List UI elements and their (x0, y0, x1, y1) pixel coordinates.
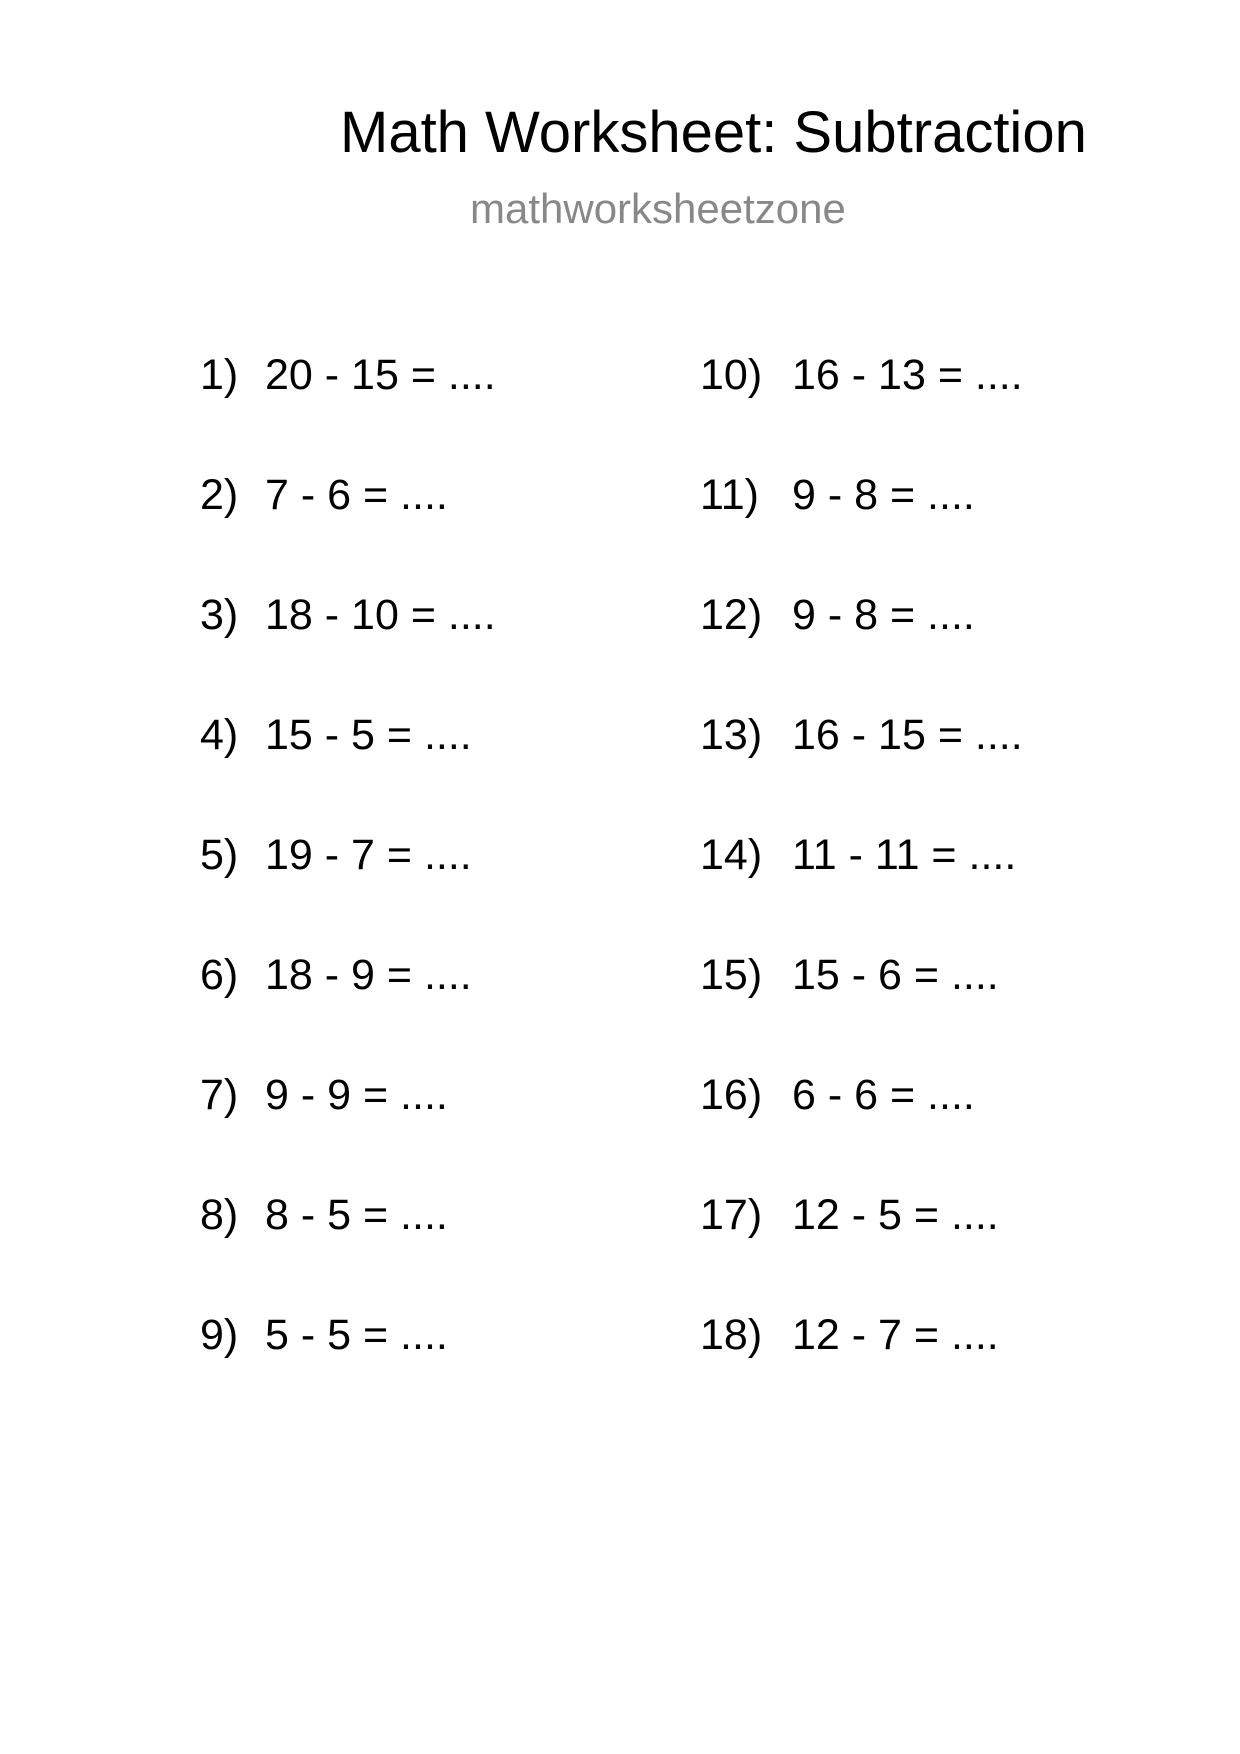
problem-number: 4) (200, 711, 239, 759)
problem-number: 15) (700, 951, 763, 999)
problem-expression: 5 - 5 = .... (265, 1311, 448, 1359)
problem-number: 1) (200, 351, 239, 399)
problem-expression: 18 - 10 = .... (265, 591, 496, 639)
problem-number: 12) (700, 591, 763, 639)
problem-5 (200, 830, 496, 950)
problem-number: 3) (200, 591, 239, 639)
problem-14 (700, 830, 1023, 950)
problem-number: 2) (200, 471, 239, 519)
problem-expression: 16 - 13 = .... (792, 351, 1023, 399)
problem-1 (200, 350, 496, 470)
problem-10 (700, 350, 1023, 470)
problem-15 (700, 950, 1023, 1070)
problem-number: 16) (700, 1071, 763, 1119)
problem-number: 5) (200, 831, 239, 879)
problem-number: 6) (200, 951, 239, 999)
problem-16 (700, 1070, 1023, 1190)
problems-left-column (200, 350, 496, 1430)
worksheet-source: mathworksheetzone (470, 185, 846, 232)
problem-8 (200, 1190, 496, 1310)
problem-6 (200, 950, 496, 1070)
problem-expression: 9 - 8 = .... (792, 471, 975, 519)
problem-number: 7) (200, 1071, 239, 1119)
problem-number: 9) (200, 1311, 239, 1359)
problem-expression: 19 - 7 = .... (265, 831, 472, 879)
problem-expression: 15 - 5 = .... (265, 711, 472, 759)
problem-number: 8) (200, 1191, 239, 1239)
problem-13 (700, 710, 1023, 830)
problem-12 (700, 590, 1023, 710)
problem-expression: 12 - 5 = .... (792, 1191, 999, 1239)
problem-expression: 16 - 15 = .... (792, 711, 1023, 759)
problem-17 (700, 1190, 1023, 1310)
problem-number: 11) (700, 471, 759, 519)
problem-expression: 11 - 11 = .... (792, 831, 1017, 879)
worksheet-title: Math Worksheet: Subtraction (340, 100, 1087, 165)
problem-18 (700, 1310, 1023, 1430)
problem-3 (200, 590, 496, 710)
problem-4 (200, 710, 496, 830)
problems-right-column (700, 350, 1023, 1430)
problem-expression: 18 - 9 = .... (265, 951, 472, 999)
problem-number: 14) (700, 831, 763, 879)
problem-expression: 12 - 7 = .... (792, 1311, 999, 1359)
problem-expression: 20 - 15 = .... (265, 351, 496, 399)
problem-expression: 6 - 6 = .... (792, 1071, 975, 1119)
problem-expression: 7 - 6 = .... (265, 471, 448, 519)
problem-expression: 9 - 8 = .... (792, 591, 975, 639)
problem-2 (200, 470, 496, 590)
problem-number: 13) (700, 711, 763, 759)
problem-number: 10) (700, 351, 763, 399)
problem-number: 18) (700, 1311, 763, 1359)
problem-11 (700, 470, 1023, 590)
problem-expression: 8 - 5 = .... (265, 1191, 448, 1239)
problem-9 (200, 1310, 496, 1430)
problem-number: 17) (700, 1191, 763, 1239)
problem-7 (200, 1070, 496, 1190)
problem-expression: 15 - 6 = .... (792, 951, 999, 999)
problem-expression: 9 - 9 = .... (265, 1071, 448, 1119)
